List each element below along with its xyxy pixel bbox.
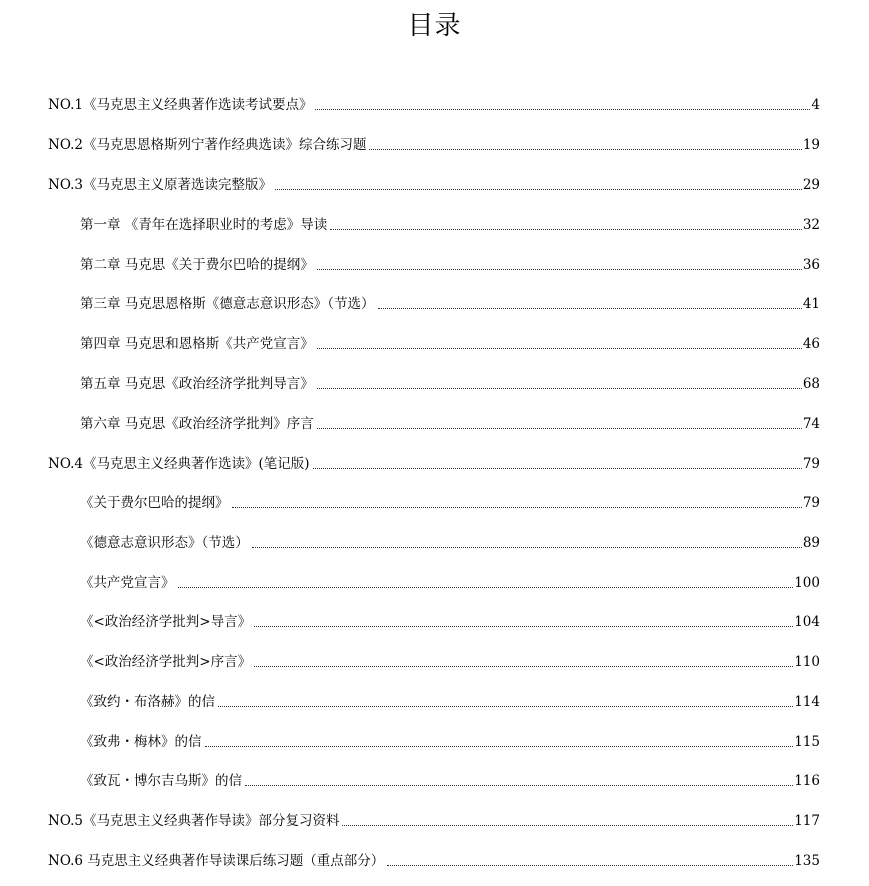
toc-page-number: 116 (794, 773, 820, 789)
toc-entry-title: 《致瓦・博尔吉乌斯》的信 (80, 773, 242, 789)
toc-entry-title: 第二章 马克思《关于费尔巴哈的提纲》 (80, 257, 314, 273)
dot-leader (275, 189, 802, 190)
toc-entry-6[interactable] (48, 850, 820, 870)
dot-leader (245, 785, 793, 786)
toc-entry-4-3[interactable] (80, 572, 820, 592)
toc-entry-title: 《德意志意识形态》（节选） (80, 535, 249, 551)
toc-page-number: 117 (794, 813, 820, 829)
toc-entry-title: 第五章 马克思《政治经济学批判导言》 (80, 376, 314, 392)
dot-leader (252, 547, 802, 548)
toc-page-number: 135 (794, 853, 820, 869)
toc-entry-title: 《<政治经济学批判>序言》 (80, 654, 252, 670)
toc-page-number: 41 (802, 296, 820, 312)
dot-leader (369, 149, 801, 150)
toc-entry-title: NO.4《马克思主义经典著作选读》(笔记版) (48, 456, 310, 472)
toc-entry-3-3[interactable] (80, 293, 820, 313)
toc-page-number: 104 (794, 614, 820, 630)
dot-leader (254, 626, 793, 627)
toc-page-number: 68 (802, 376, 820, 392)
toc-entry-4-7[interactable] (80, 731, 820, 751)
dot-leader (317, 428, 802, 429)
toc-entry-3-4[interactable] (80, 333, 820, 353)
toc-entry-title: 第六章 马克思《政治经济学批判》序言 (80, 416, 314, 432)
toc-entry-title: 《致弗・梅林》的信 (80, 734, 202, 750)
toc-entry-3-5[interactable] (80, 373, 820, 393)
toc-entry-title: NO.2《马克思恩格斯列宁著作经典选读》综合练习题 (48, 137, 367, 153)
dot-leader (232, 507, 802, 508)
toc-entry-title: NO.3《马克思主义原著选读完整版》 (48, 177, 272, 193)
dot-leader (342, 825, 793, 826)
toc-page-number: 74 (802, 416, 820, 432)
toc-entry-4-1[interactable] (80, 492, 820, 512)
toc-entry-3[interactable] (48, 174, 820, 194)
toc-page-number: 29 (802, 177, 820, 193)
toc-entry-1[interactable] (48, 94, 820, 114)
toc-entry-2[interactable] (48, 134, 820, 154)
dot-leader (378, 308, 802, 309)
dot-leader (387, 865, 793, 866)
toc-entry-4[interactable] (48, 453, 820, 473)
toc-entry-title: 《关于费尔巴哈的提纲》 (80, 495, 229, 511)
toc-entry-title: 《共产党宣言》 (80, 575, 175, 591)
toc-entry-title: 第三章 马克思恩格斯《德意志意识形态》（节选） (80, 296, 375, 312)
toc-entry-4-6[interactable] (80, 691, 820, 711)
page-title: 目录 (407, 11, 462, 41)
toc-entry-4-5[interactable] (80, 651, 820, 671)
dot-leader (317, 388, 802, 389)
toc-page-number: 79 (802, 495, 820, 511)
toc-page-number: 115 (794, 734, 820, 750)
dot-leader (254, 666, 793, 667)
toc-entry-3-1[interactable] (80, 214, 820, 234)
toc-page-number: 46 (802, 336, 820, 352)
toc-entry-title: NO.6 马克思主义经典著作导读课后练习题（重点部分） (48, 853, 385, 869)
toc-entry-4-8[interactable] (80, 770, 820, 790)
toc-entry-title: 《<政治经济学批判>导言》 (80, 614, 252, 630)
toc-page-number: 110 (794, 654, 820, 670)
toc-page-number: 32 (802, 217, 820, 233)
dot-leader (205, 746, 794, 747)
dot-leader (218, 706, 793, 707)
dot-leader (317, 269, 802, 270)
dot-leader (317, 348, 802, 349)
toc-page-number: 79 (802, 456, 820, 472)
toc-page-number: 100 (794, 575, 820, 591)
toc-entry-title: NO.5《马克思主义经典著作导读》部分复习资料 (48, 813, 340, 829)
toc-entry-3-2[interactable] (80, 254, 820, 274)
toc-entry-4-4[interactable] (80, 611, 820, 631)
toc-entry-title: 第一章 《青年在选择职业时的考虑》导读 (80, 217, 328, 233)
toc-entry-title: 第四章 马克思和恩格斯《共产党宣言》 (80, 336, 314, 352)
toc-page-number: 89 (802, 535, 820, 551)
toc-page-number: 4 (811, 97, 820, 113)
toc-page-number: 114 (794, 694, 820, 710)
toc-entry-5[interactable] (48, 810, 820, 830)
toc-page-number: 19 (802, 137, 820, 153)
dot-leader (315, 109, 810, 110)
toc-entry-title: NO.1《马克思主义经典著作选读考试要点》 (48, 97, 313, 113)
dot-leader (330, 229, 802, 230)
dot-leader (178, 587, 794, 588)
dot-leader (313, 468, 802, 469)
toc-page-number: 36 (802, 257, 820, 273)
toc-entry-4-2[interactable] (80, 532, 820, 552)
toc-entry-title: 《致约・布洛赫》的信 (80, 694, 215, 710)
toc-entry-3-6[interactable] (80, 413, 820, 433)
